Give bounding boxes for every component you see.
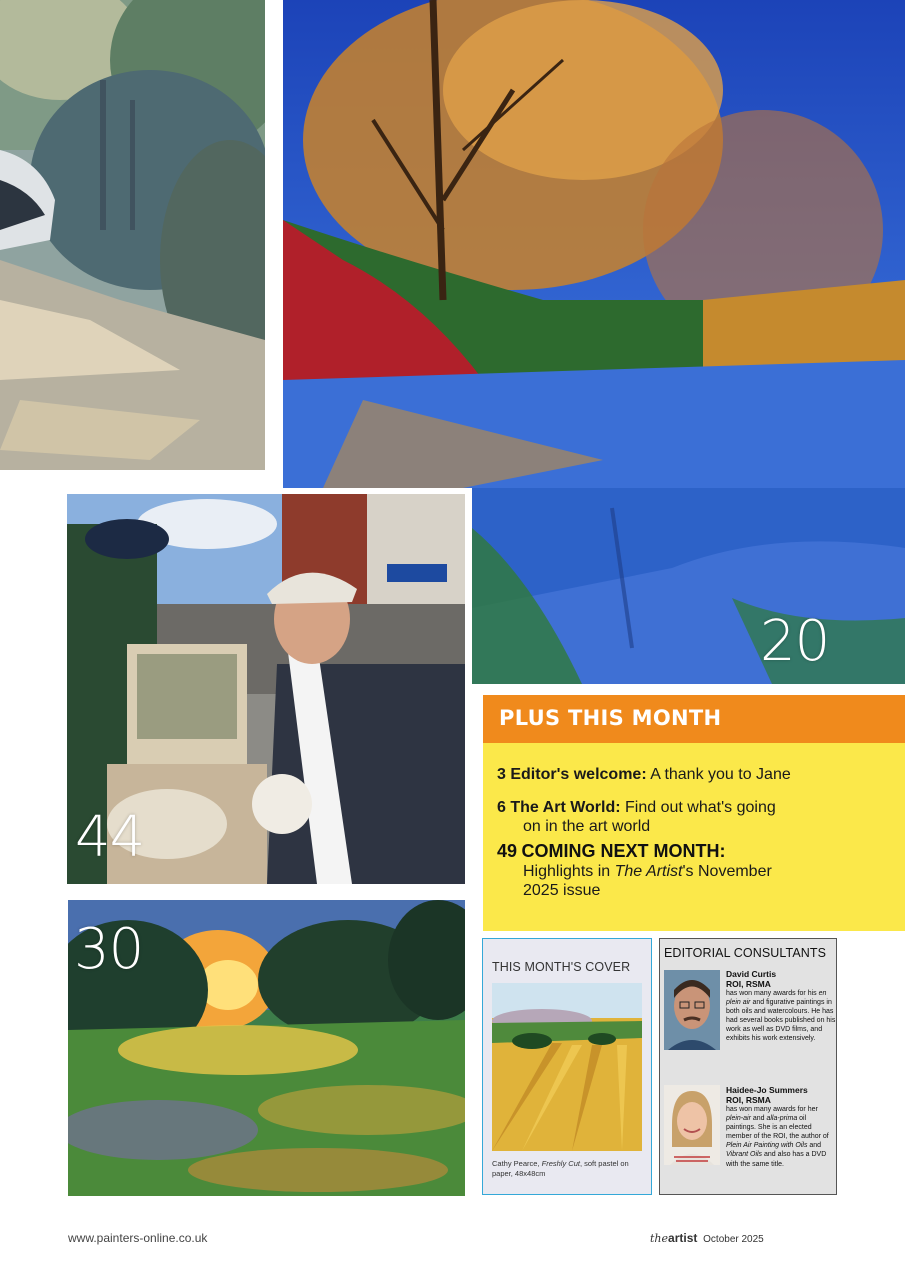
footer-issue-info <box>650 1231 764 1245</box>
plus-item-art-world: 6 The Art World: Find out what's going on in the art world <box>497 799 776 835</box>
cover-title: THIS MONTH'S COVER <box>492 960 631 974</box>
brand-logo-the: the <box>650 1232 669 1245</box>
consultants-title: EDITORIAL CONSULTANTS <box>664 946 827 960</box>
plus-this-month-title: PLUS THIS MONTH <box>499 706 722 730</box>
cover-painting-image <box>492 983 642 1151</box>
david-curtis-portrait <box>664 970 720 1050</box>
landscape-reflection-image <box>472 488 905 684</box>
this-months-cover-box <box>482 938 652 1195</box>
footer-website-link[interactable]: www.painters-online.co.uk <box>68 1231 208 1245</box>
haidee-jo-summers-portrait <box>664 1085 720 1165</box>
page-number-20: 20 <box>760 609 830 674</box>
street-painting-image <box>0 0 265 470</box>
issue-date: October 2025 <box>703 1234 764 1245</box>
page-number-44: 44 <box>75 805 145 870</box>
plus-this-month-box <box>483 695 905 931</box>
landscape-painting-image <box>283 0 905 488</box>
plus-item-editors-welcome: 3 Editor's welcome: A thank you to Jane <box>497 766 791 783</box>
plus-item-coming-next-month: 49 COMING NEXT MONTH: Highlights in The Artist's November 2025 issue <box>497 841 772 899</box>
plus-this-month-header <box>483 695 905 743</box>
brand-logo-artist: artist <box>668 1231 698 1245</box>
david-curtis-bio: David Curtis ROI, RSMA has won many awards for his en plein air and figurative paintings in both oils and watercolours. He has had several books published on his work as well as DVD films, and exhibits his work extensively. <box>726 969 836 1043</box>
page-number-30: 30 <box>74 917 144 982</box>
editorial-consultants-box <box>659 938 837 1195</box>
cover-caption: Cathy Pearce, Freshly Cut, soft pastel on paper, 48x48cm <box>492 1159 629 1178</box>
haidee-jo-summers-bio: Haidee-Jo Summers ROI, RSMA has won many awards for her plein-air and alla-prima oil paintings. She is an elected member of the ROI, the author of Plein Air Painting with Oils and Vibrant Oils and also has a DVD with the same title. <box>726 1085 829 1168</box>
